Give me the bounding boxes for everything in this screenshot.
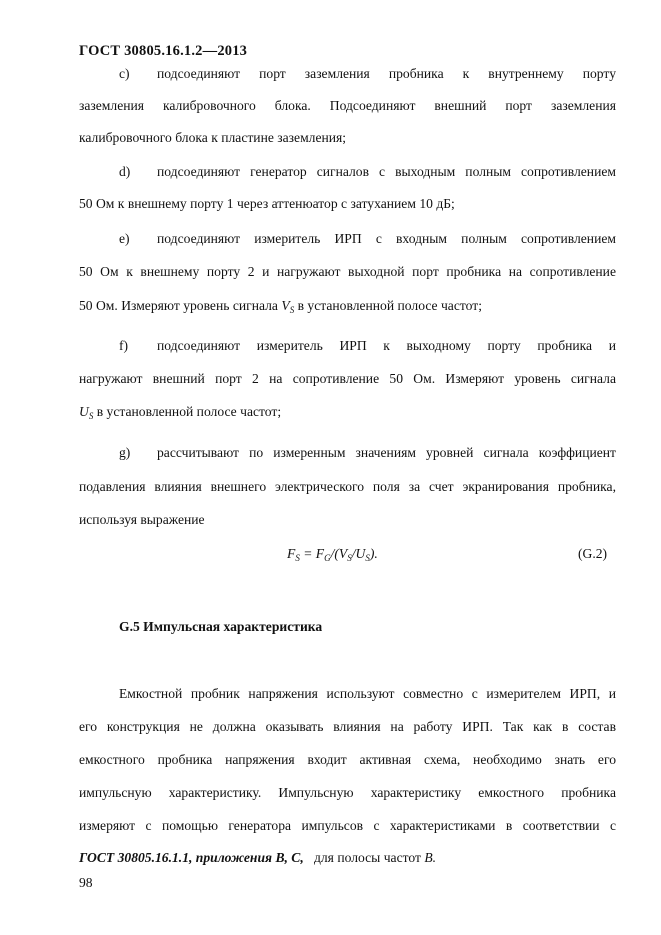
- item-g-label: g): [119, 445, 131, 460]
- item-d-line2: 50 Ом к внешнему порту 1 через аттенюатор с затуханием 10 дБ;: [79, 196, 455, 211]
- formula-f-sub: G: [324, 553, 331, 563]
- item-e-label: e): [119, 231, 130, 246]
- item-e-line1: подсоединяют измеритель ИРП с входным полным сопротивлением: [157, 231, 616, 246]
- item-e-line2: 50 Ом к внешнему порту 2 и нагружают выходной порт пробника на сопротивление: [79, 264, 616, 279]
- formula-close: ).: [369, 546, 378, 561]
- formula-v: V: [338, 546, 348, 561]
- formula-u-sub: S: [365, 553, 370, 563]
- standard-reference: ГОСТ 30805.16.1.1, приложения B, C,: [79, 850, 304, 865]
- item-f-line3-post: в установленной полосе частот;: [96, 404, 282, 419]
- item-c-line2: заземления калибровочного блока. Подсоединяют внешний порт заземления: [79, 98, 616, 113]
- section-heading: G.5 Импульсная характеристика: [119, 619, 323, 634]
- signal-level-v-sub: S: [289, 305, 295, 315]
- item-c-line3: калибровочного блока к пластине заземления;: [79, 130, 347, 145]
- formula-v-sub: S: [347, 553, 352, 563]
- paragraph-line6-text: для полосы частот: [313, 850, 421, 865]
- item-c-line1: подсоединяют порт заземления пробника к внутреннему порту: [157, 66, 616, 81]
- page-number: 98: [79, 875, 93, 890]
- paragraph-line2: его конструкция не должна оказывать влияния на работу ИРП. Так как в состав: [79, 719, 616, 734]
- document-header: ГОСТ 30805.16.1.2—2013: [79, 43, 248, 59]
- item-d-label: d): [119, 164, 131, 179]
- formula-eq: =: [299, 546, 316, 561]
- formula-number: (G.2): [578, 546, 608, 561]
- formula-slash: /: [351, 546, 356, 561]
- item-f-line2: нагружают внешний порт 2 на сопротивление 50 Ом. Измеряют уровень сигнала: [79, 371, 616, 386]
- item-g-line3: используя выражение: [79, 512, 205, 527]
- formula-lhs: F: [287, 546, 296, 561]
- paragraph-line6: [79, 850, 436, 866]
- signal-level-u-var: U: [79, 404, 89, 419]
- signal-level-u-sub: S: [88, 411, 94, 421]
- formula-lhs-sub: S: [295, 553, 300, 563]
- item-f-line3: [79, 404, 616, 420]
- item-g-line1: рассчитывают по измеренным значениям уровней сигнала коэффициент: [157, 445, 616, 460]
- formula-f: F: [315, 546, 325, 561]
- formula-open: /(: [330, 546, 339, 561]
- paragraph-line1: Емкостной пробник напряжения используют совместно с измерителем ИРП, и: [119, 686, 616, 701]
- item-g-line2: подавления влияния внешнего электрического поля за счет экранирования пробника,: [79, 479, 616, 494]
- paragraph-line3: емкостного пробника напряжения входит активная схема, необходимо знать его: [79, 752, 616, 767]
- item-e-line3-pre: 50 Ом. Измеряют уровень сигнала: [79, 298, 278, 313]
- item-f-line1: подсоединяют измеритель ИРП к выходному порту пробника и: [157, 338, 616, 353]
- formula-u: U: [355, 546, 366, 561]
- paragraph-line4: импульсную характеристику. Импульсную характеристику емкостного пробника: [79, 785, 616, 800]
- item-e-line3-post: в установленной полосе частот;: [297, 298, 482, 313]
- signal-level-v-var: V: [281, 298, 290, 313]
- paragraph-line5: измеряют с помощью генератора импульсов с характеристиками в соответствии с: [79, 818, 616, 833]
- item-f-label: f): [119, 338, 129, 353]
- item-d-line1: подсоединяют генератор сигналов с выходным полным сопротивлением: [157, 164, 616, 179]
- item-c-label: c): [119, 66, 130, 81]
- frequency-band: B.: [424, 850, 437, 865]
- formula-g2: [287, 546, 378, 566]
- item-e-line3: [79, 298, 616, 314]
